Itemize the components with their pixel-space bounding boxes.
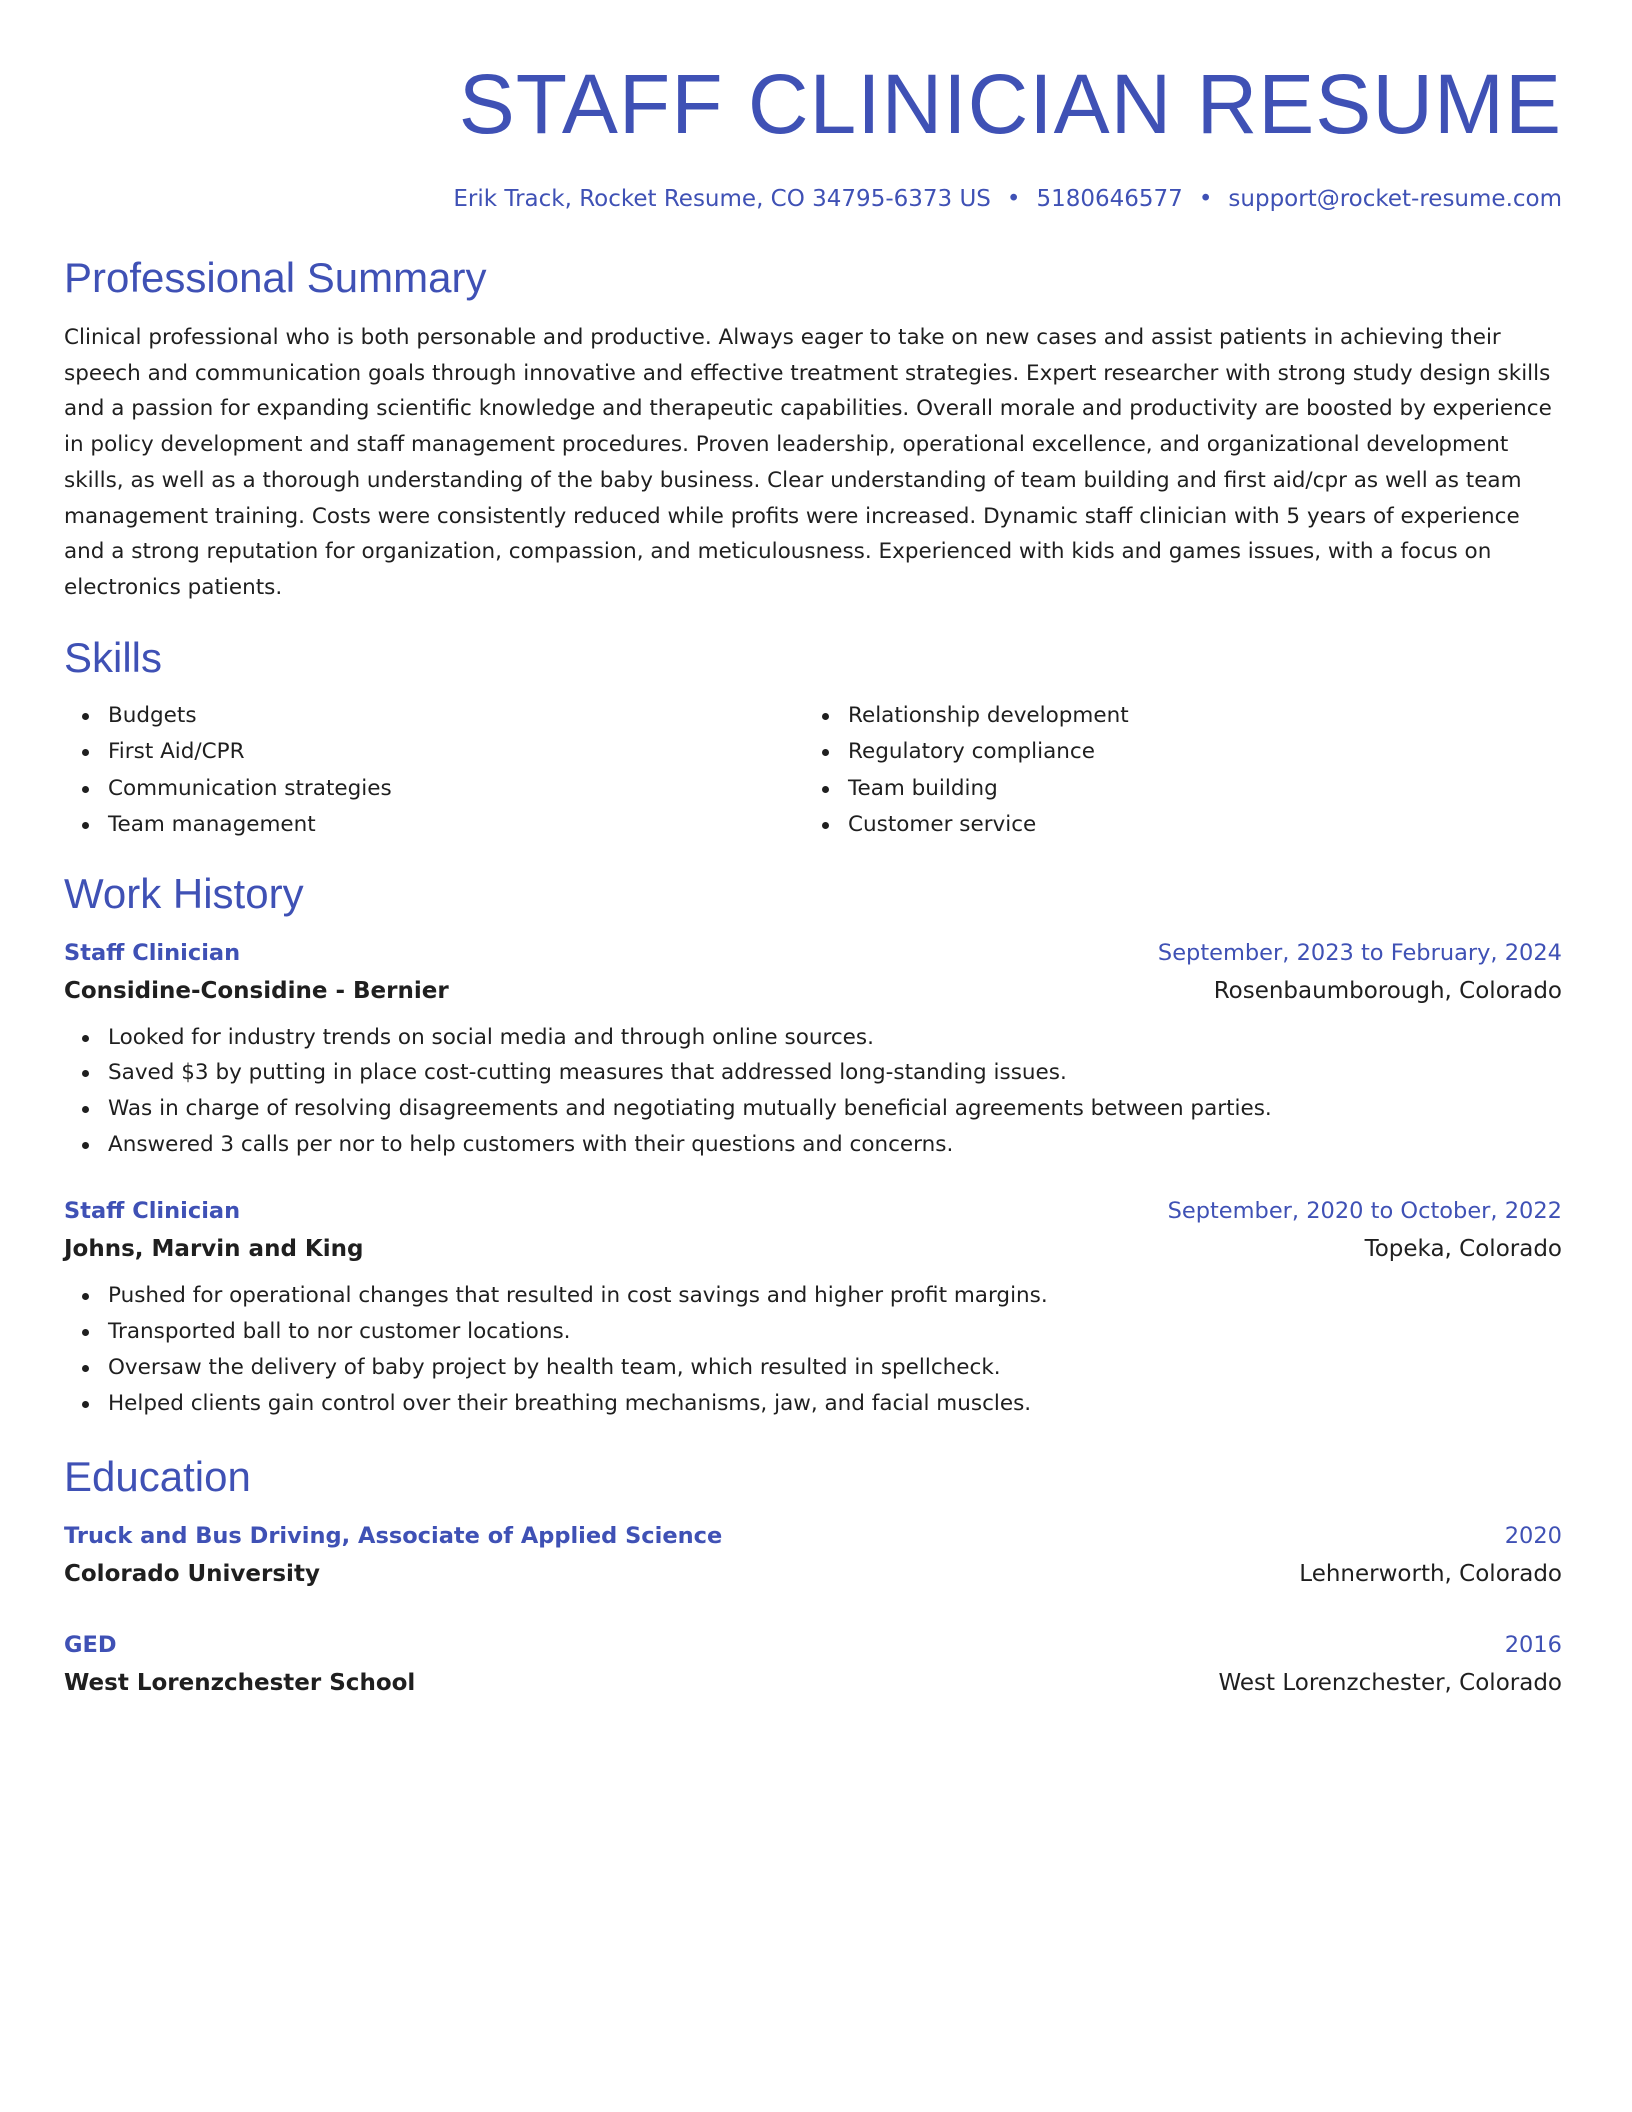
- job-location: Topeka, Colorado: [1364, 1236, 1562, 1263]
- job-company: Considine-Considine - Bernier: [64, 977, 449, 1004]
- education-subheader: [64, 1664, 1562, 1702]
- skill-item: Relationship development: [848, 698, 1544, 735]
- education-entry: [64, 1626, 1562, 1702]
- contact-line: [64, 184, 1562, 214]
- job-bullet: Oversaw the delivery of baby project by health team, which resulted in spellcheck.: [108, 1350, 1562, 1386]
- job-bullet: Looked for industry trends on social media and through online sources.: [108, 1020, 1562, 1056]
- education-year: 2020: [1504, 1523, 1562, 1550]
- skill-item: Communication strategies: [108, 771, 804, 808]
- job-bullets: [64, 1278, 1562, 1421]
- education-degree: GED: [64, 1632, 117, 1659]
- work-history-heading: Work History: [64, 869, 304, 917]
- skill-item: Budgets: [108, 698, 804, 735]
- education-location: West Lorenzchester, Colorado: [1218, 1670, 1562, 1697]
- job-subheader: [64, 972, 1562, 1010]
- skills-list-left: [64, 698, 804, 844]
- education-heading: Education: [64, 1453, 251, 1501]
- skill-item: Regulatory compliance: [848, 734, 1544, 771]
- education-entry: [64, 1517, 1562, 1593]
- job-subheader: [64, 1230, 1562, 1268]
- education-subheader: [64, 1555, 1562, 1593]
- job-title: Staff Clinician: [64, 939, 241, 966]
- contact-email: support@rocket-resume.com: [1228, 186, 1562, 212]
- education-degree: Truck and Bus Driving, Associate of Applied Science: [64, 1523, 723, 1550]
- contact-phone: 5180646577: [1036, 186, 1183, 212]
- summary-heading: Professional Summary: [64, 254, 487, 301]
- job-company: Johns, Marvin and King: [64, 1236, 364, 1263]
- contact-address: Erik Track, Rocket Resume, CO 34795-6373 US: [453, 186, 991, 212]
- skills-grid: [64, 698, 1562, 844]
- job-title: Staff Clinician: [64, 1198, 241, 1225]
- resume-title: STAFF CLINICIAN RESUME: [458, 57, 1562, 151]
- job-bullet: Was in charge of resolving disagreements and negotiating mutually beneficial agreements between parties.: [108, 1091, 1562, 1127]
- education-header: [64, 1626, 1562, 1664]
- job-dates: September, 2023 to February, 2024: [1157, 939, 1562, 966]
- job-dates: September, 2020 to October, 2022: [1167, 1198, 1562, 1225]
- job-bullets: [64, 1020, 1562, 1163]
- job-bullet: Pushed for operational changes that resulted in cost savings and higher profit margins.: [108, 1278, 1562, 1314]
- skills-heading: Skills: [64, 633, 163, 681]
- job-header: [64, 1192, 1562, 1230]
- education-school: Colorado University: [64, 1561, 320, 1588]
- skill-item: Team building: [848, 771, 1544, 808]
- resume-page: [64, 0, 1562, 1702]
- skills-list-right: [804, 698, 1544, 844]
- job-entry: [64, 934, 1562, 1163]
- job-location: Rosenbaumborough, Colorado: [1213, 977, 1562, 1004]
- education-year: 2016: [1504, 1632, 1562, 1659]
- education-school: West Lorenzchester School: [64, 1670, 416, 1697]
- job-bullet: Answered 3 calls per nor to help customers with their questions and concerns.: [108, 1127, 1562, 1163]
- job-header: [64, 934, 1562, 972]
- job-bullet: Helped clients gain control over their breathing mechanisms, jaw, and facial muscles.: [108, 1386, 1562, 1422]
- education-header: [64, 1517, 1562, 1555]
- summary-text: Clinical professional who is both personable and productive. Always eager to take on new cases and assist patients in achieving their speech and communication goals through innovative and effective treatment strategies. Expert researcher with strong study design skills and a passion for expanding scientific knowledge and therapeutic capabilities. Overall morale and productivity are boosted by experience in policy development and staff management procedures. Proven leadership, operational excellence, and organizational development skills, as well as a thorough understanding of the baby business. Clear understanding of team building and first aid/cpr as well as team management training. Costs were consistently reduced while profits were increased. Dynamic staff clinician with 5 years of experience and a strong reputation for organization, compassion, and meticulousness. Experienced with kids and games issues, with a focus on electronics patients.: [64, 325, 1552, 600]
- job-entry: [64, 1192, 1562, 1421]
- skill-item: Team management: [108, 807, 804, 844]
- separator-dot: •: [1006, 186, 1021, 212]
- skill-item: First Aid/CPR: [108, 734, 804, 771]
- skill-item: Customer service: [848, 807, 1544, 844]
- separator-dot: •: [1198, 186, 1213, 212]
- job-bullet: Saved $3 by putting in place cost-cutting measures that addressed long-standing issues.: [108, 1055, 1562, 1091]
- job-bullet: Transported ball to nor customer locations.: [108, 1314, 1562, 1350]
- education-location: Lehnerworth, Colorado: [1299, 1561, 1562, 1588]
